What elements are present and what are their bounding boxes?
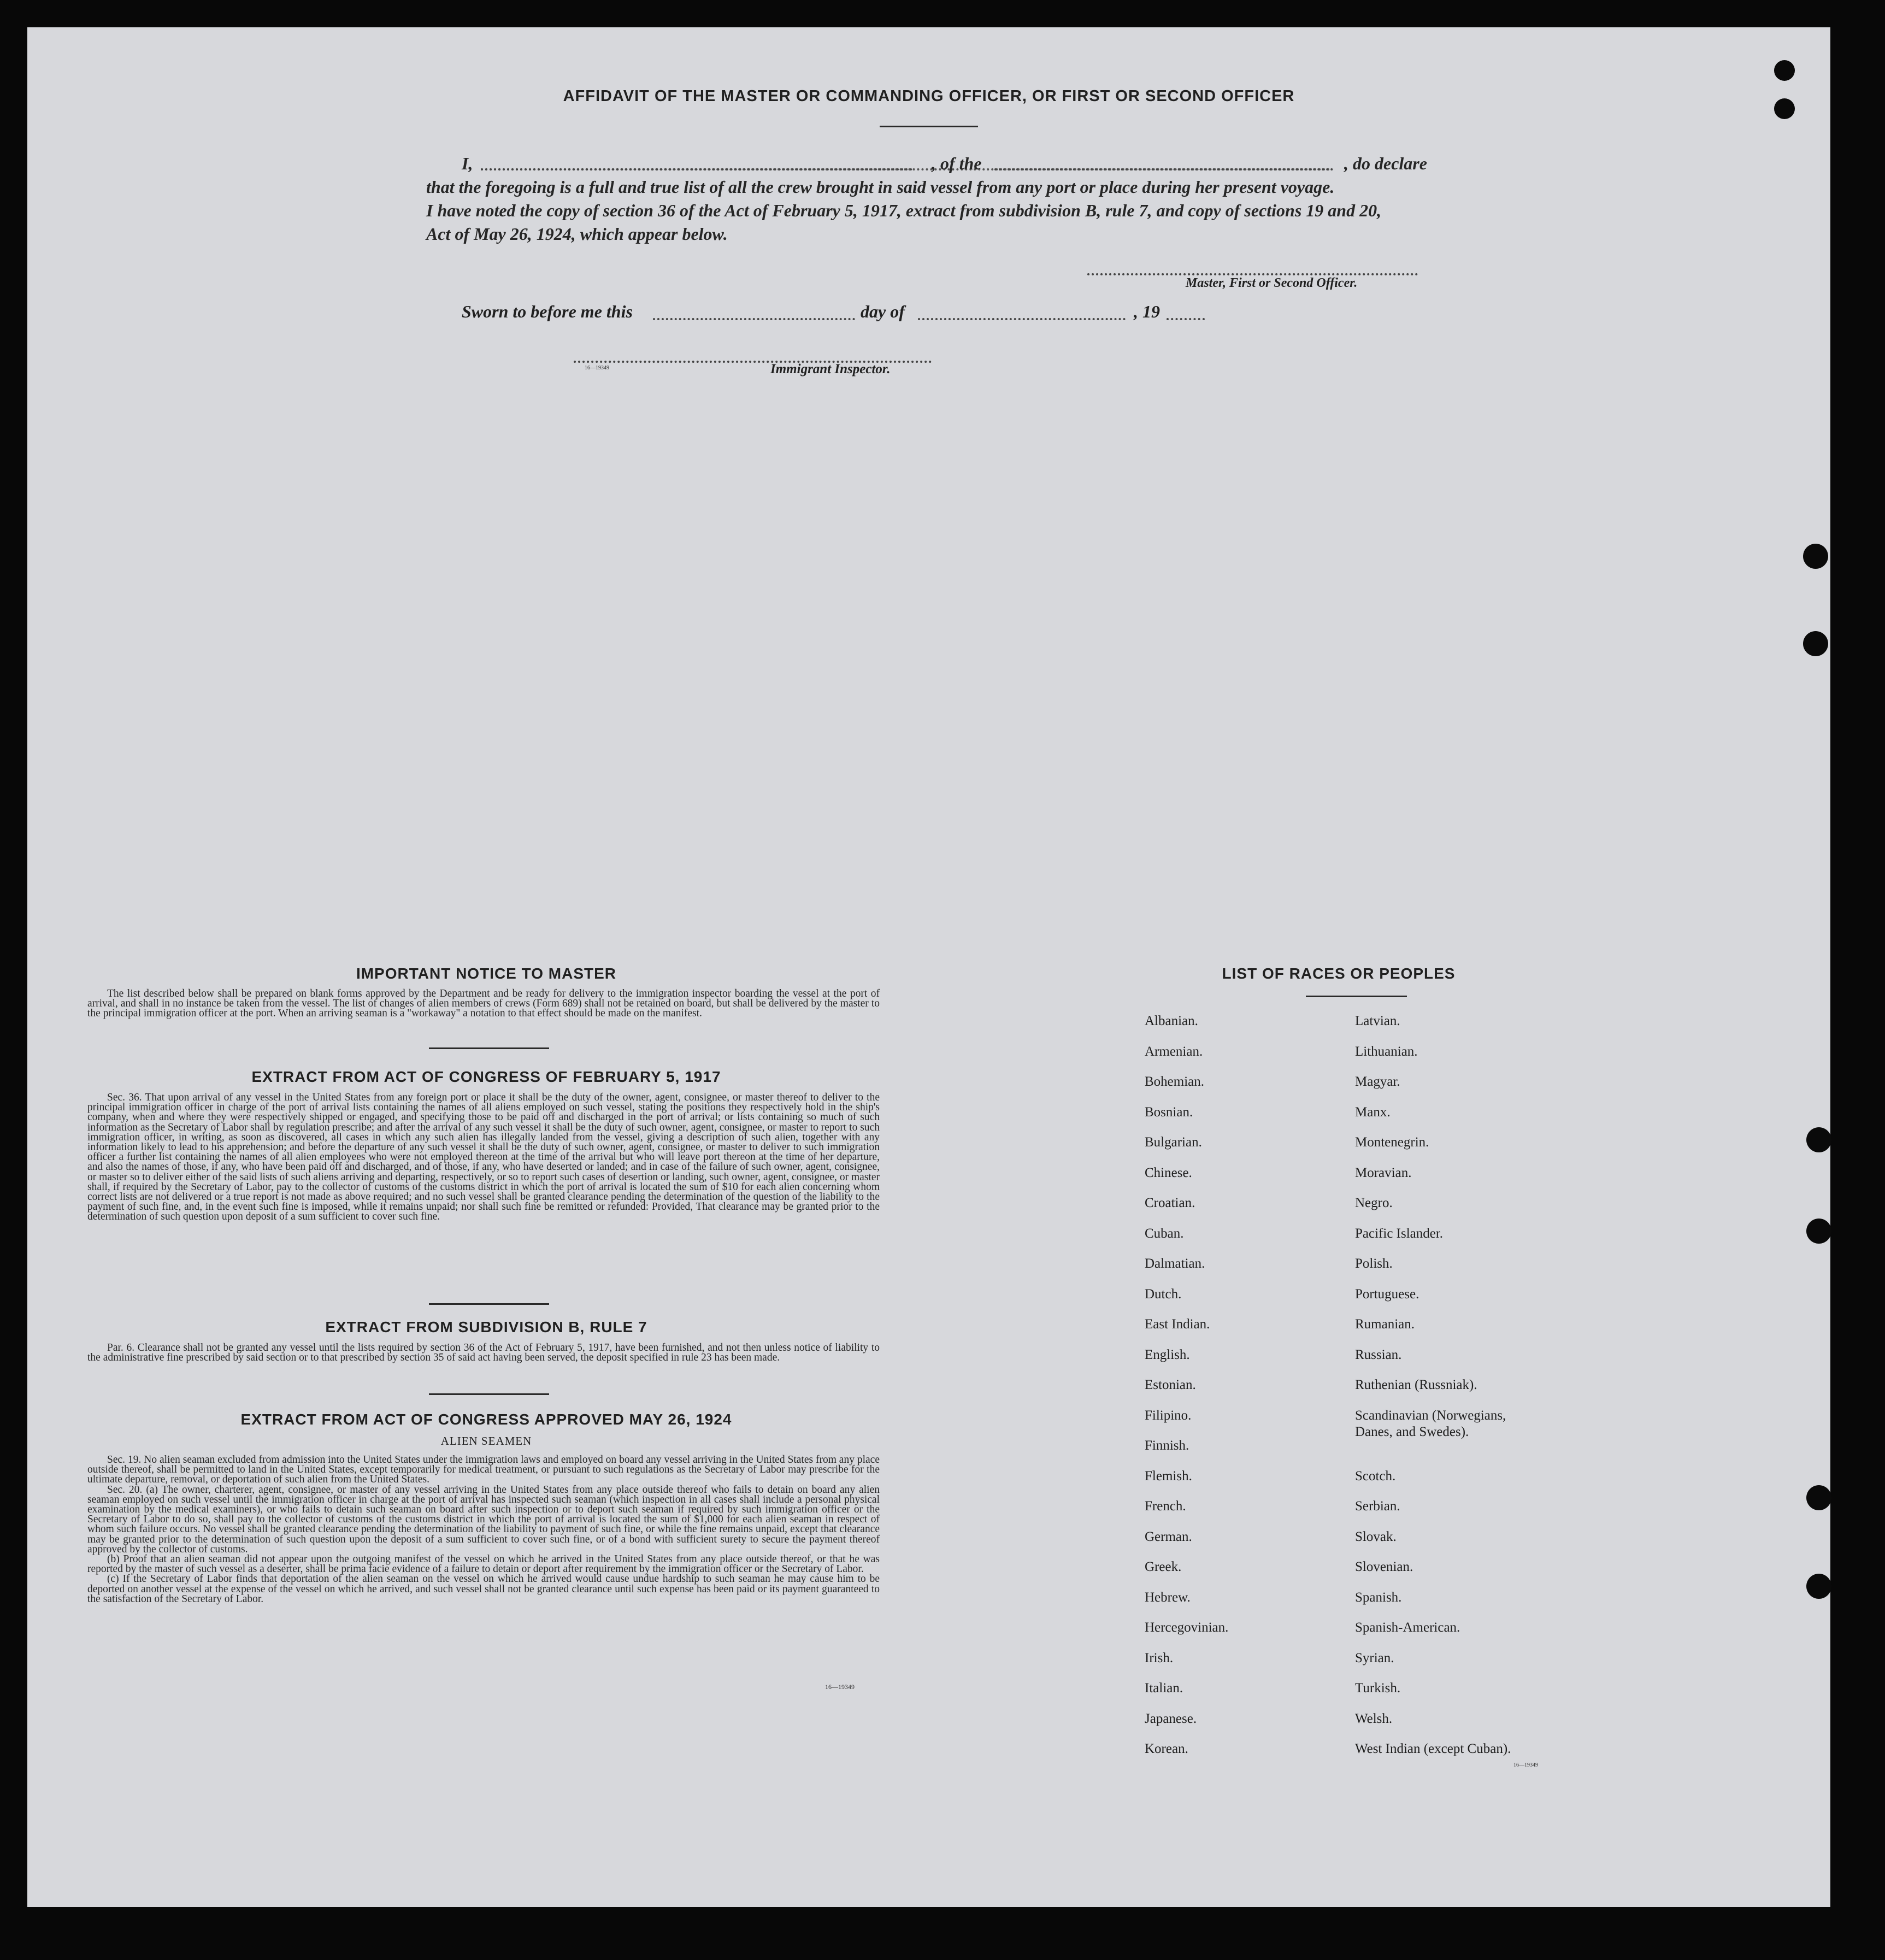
extract-1917-body: Sec. 36. That upon arrival of any vessel in the United States from any foreign port or place it shall be the duty of the owner, agent, consignee, or master thereof to deliver to the principal immigration officer in charge of the port of arrival lists containing the names of all aliens employed on such vessel, stating the positions they respectively hold in the ship's company, when and where they were respectively shipped or engaged, and specifying those to be paid off and discharged in the port of arrival; or lists containing so much of such information as the Secretary of Labor shall by regulation prescribe; and after the arrival of any such vessel it shall be the duty of such owner, agent, consignee, or master to report to such immigration officer, in writing, as soon as discovered, all cases in which any such alien has illegally landed from the vessel, giving a description of such alien, together with any information likely to lead to his apprehension; and before the departure of any such vessel it shall be the duty of such owner, agent, consignee, or master to deliver to such immigration officer a further list containing the names of all alien employees who were not employed thereon at the time of the arrival but who will leave port thereon at the time of her departure, and also the names of those, if any, who have been paid off and discharged, and of those, if any, who have deserted or landed; and in case of the failure of such owner, agent, consignee, or master so to deliver either of the said lists of such aliens arriving and departing, respectively, or so to report such cases of desertion or landing, such owner, agent, consignee, or master shall, if required by the Secretary of Labor, pay to the collector of customs of the customs district in which the port of arrival is located the sum of $10 for each alien concerning whom correct lists are not delivered or a true report is not made as above required; and no such vessel shall be granted clearance pending the determination of the question of the liability to the payment of such fine, and, in the event such fine is imposed, while it remains unpaid; nor shall such fine be remitted or refunded: Provided, That clearance may be granted prior to the determination of such question upon deposit of a sum sufficient to cover such fine. (87, 1092, 880, 1223)
punch-hole (1806, 1219, 1831, 1244)
races-form-number: 16—19349 (1513, 1762, 1538, 1768)
race-right-item: Syrian. (1355, 1650, 1394, 1665)
race-left-item: Estonian. (1145, 1378, 1196, 1392)
extract-rule7-body: Par. 6. Clearance shall not be granted any vessel until the lists required by section 36 of the Act of February 5, 1917, have been furnished, and not then unless notice of liability to the administrative fine prescribed by said section or to that prescribed by section 35 of said act having been served, the deposit specified in rule 23 has been made. (87, 1342, 880, 1364)
race-left-item: Finnish. (1145, 1438, 1189, 1453)
race-left-item: Chinese. (1145, 1165, 1192, 1180)
inspector-label: Immigrant Inspector. (770, 362, 891, 376)
declarant-label: I, (462, 154, 473, 173)
race-right-item: Russian. (1355, 1347, 1402, 1362)
extract-1924-title: EXTRACT FROM ACT OF CONGRESS APPROVED MAY 26, 1924 (240, 1411, 732, 1428)
race-right-item: Latvian. (1355, 1014, 1400, 1028)
race-right-item: Manx. (1355, 1104, 1391, 1120)
races-divider (1306, 996, 1407, 997)
punch-hole (1774, 60, 1795, 81)
of-the-label: , of the (932, 154, 982, 173)
vessel-name-field[interactable] (994, 168, 1333, 170)
race-left-item: Korean. (1145, 1741, 1188, 1756)
race-right-item: Ruthenian (Russniak). (1355, 1378, 1477, 1392)
race-left-item: French. (1145, 1499, 1186, 1514)
section-divider (429, 1393, 549, 1395)
extract-rule7-title: EXTRACT FROM SUBDIVISION B, RULE 7 (325, 1319, 647, 1335)
declarant-name-field-line (481, 168, 912, 170)
race-left-item: Bohemian. (1145, 1074, 1205, 1089)
race-right-item: Negro. (1355, 1196, 1393, 1210)
race-right-item: Scotch. (1355, 1468, 1396, 1484)
race-right-item: Magyar. (1355, 1074, 1400, 1089)
race-right-item: Spanish-American. (1355, 1620, 1460, 1635)
section-divider (429, 1047, 549, 1049)
affidavit-line-3: I have noted the copy of section 36 of the Act of February 5, 1917, extract from subdivision B, rule 7, and copy of sections 19 and 20, (426, 201, 1382, 220)
race-right-item: West Indian (except Cuban). (1355, 1741, 1511, 1756)
race-left-item: Albanian. (1145, 1014, 1198, 1028)
notice-body: The list described below shall be prepared on blank forms approved by the Department and be ready for delivery to the immigration inspector boarding the vessel at the port of arrival, and shall in no instance be taken from the vessel. The list of changes of alien members of crews (Form 689) shall not be retained on board, but shall be delivered by the master to the principal immigration officer at the port. When an arriving seaman is a "workaway" a notation to that effect should be made on the manifest. (87, 988, 880, 1020)
race-right-item: Portuguese. (1355, 1286, 1419, 1302)
race-left-item: Filipino. (1145, 1408, 1192, 1423)
race-left-item: Croatian. (1145, 1196, 1195, 1210)
sworn-day-field[interactable] (653, 318, 855, 320)
race-left-item: Flemish. (1145, 1468, 1192, 1484)
race-left-item: Irish. (1145, 1650, 1174, 1665)
extract-1917-title: EXTRACT FROM ACT OF CONGRESS OF FEBRUARY 5, 1917 (251, 1068, 721, 1085)
sec-19: Sec. 19. No alien seaman excluded from admission into the United States under the immigration laws and employed on board any vessel arriving in the United States from any place outside thereof, shall be permitted to land in the United States, except temporarily for medical treatment, or pursuant to such regulations as the Secretary of Labor may prescribe for the ultimate departure, removal, or deportation of such alien from the United States. (87, 1454, 880, 1486)
sec-20b: (b) Proof that an alien seaman did not appear upon the outgoing manifest of the vessel on which he arrived in the United States from any place outside thereof, or that he was reported by the master of such vessel as a deserter, shall be prima facie evidence of a failure to detain or deport after requirement by the immigration officer or the Secretary of Labor. (87, 1553, 880, 1575)
race-right-item: Lithuanian. (1355, 1044, 1418, 1059)
section-divider (429, 1303, 549, 1305)
race-left-item: Bulgarian. (1145, 1135, 1202, 1150)
punch-hole (1803, 631, 1828, 656)
sworn-year-field[interactable] (1167, 318, 1205, 320)
extract-1924-body (87, 1455, 880, 1604)
race-left-item: Cuban. (1145, 1226, 1184, 1241)
sworn-label: Sworn to before me this (462, 302, 633, 321)
race-left-item: Armenian. (1145, 1044, 1203, 1059)
extract-1924-subtitle: ALIEN SEAMEN (440, 1434, 532, 1447)
sec-20c: (c) If the Secretary of Labor finds that deportation of the alien seaman on the vessel on which he arrived would cause undue hardship to such seaman he may cause him to be deported on another vessel at the expense of the vessel on which he arrived, and such vessel shall not be granted clearance until such expense has been paid or its payment guaranteed to the satisfaction of the Secretary of Labor. (87, 1573, 880, 1605)
sworn-month-field[interactable] (918, 318, 1126, 320)
race-right-item: Spanish. (1355, 1590, 1402, 1605)
signature-line[interactable] (1087, 273, 1418, 275)
affidavit-line-4: Act of May 26, 1924, which appear below. (426, 224, 728, 244)
affidavit-form-number: 16—19349 (585, 365, 609, 371)
race-right-item: Danes, and Swedes). (1355, 1425, 1469, 1440)
race-left-item: Greek. (1145, 1559, 1182, 1574)
signature-label: Master, First or Second Officer. (1186, 276, 1358, 290)
race-right-item: Slovenian. (1355, 1559, 1413, 1574)
race-left-item: Bosnian. (1145, 1104, 1193, 1120)
affidavit-title: AFFIDAVIT OF THE MASTER OR COMMANDING OFFICER, OR FIRST OR SECOND OFFICER (563, 87, 1295, 105)
race-right-item: Polish. (1355, 1256, 1393, 1271)
sec-20a: Sec. 20. (a) The owner, charterer, agent, consignee, or master of any vessel arriving in the United States from any place outside thereof who fails to detain on board any alien seaman employed on such vessel until the immigration officer in charge at the port of arrival has inspected such seaman (which inspection in all cases shall include a personal physical examination by the medical examiners), or who fails to detain such seaman on board after such inspection or to deport such seaman if required by such immigration officer or the Secretary of Labor to do so, shall pay to the collector of customs of the customs district in which the port of arrival is located the sum of $1,000 for each alien seaman in respect of whom such failure occurs. No vessel shall be granted clearance pending the determination of the liability to payment of such fine, or while the fine remains unpaid, except that clearance may be granted prior to the determination of such question upon the deposit of a sum sufficient to cover such fine, or of a bond with sufficient surety to secure the payment thereof approved by the collector of customs. (87, 1484, 880, 1555)
year-label: , 19 (1134, 302, 1160, 321)
punch-hole (1774, 98, 1795, 119)
race-left-item: Italian. (1145, 1681, 1183, 1696)
sworn-line (462, 302, 1227, 326)
race-right-item: Slovak. (1355, 1529, 1397, 1544)
race-left-item: Japanese. (1145, 1711, 1197, 1726)
race-right-item: Turkish. (1355, 1681, 1401, 1696)
punch-hole (1806, 1485, 1831, 1510)
punch-hole (1803, 544, 1828, 569)
races-title: LIST OF RACES OR PEOPLES (1222, 965, 1456, 982)
affidavit-line-2: that the foregoing is a full and true list of all the crew brought in said vessel from any port or place during her present voyage. (426, 177, 1335, 197)
affidavit-text (426, 152, 1442, 246)
do-declare-label: , do declare (1344, 154, 1427, 173)
race-right-item: Serbian. (1355, 1499, 1400, 1514)
race-left-item: English. (1145, 1347, 1190, 1362)
race-left-item: East Indian. (1145, 1317, 1210, 1332)
race-right-item: Welsh. (1355, 1711, 1393, 1726)
race-right-item: Scandinavian (Norwegians, (1355, 1408, 1506, 1423)
race-right-item: Rumanian. (1355, 1317, 1415, 1332)
race-left-item: Hercegovinian. (1145, 1620, 1229, 1635)
extract-form-number: 16—19349 (825, 1683, 855, 1691)
title-divider (880, 126, 978, 127)
punch-hole (1806, 1574, 1831, 1599)
race-right-item: Pacific Islander. (1355, 1226, 1444, 1241)
day-of-label: day of (861, 302, 905, 321)
punch-hole (1806, 1127, 1831, 1152)
race-right-item: Moravian. (1355, 1165, 1412, 1180)
race-left-item: Hebrew. (1145, 1590, 1191, 1605)
race-left-item: Dalmatian. (1145, 1256, 1205, 1271)
race-right-item: Montenegrin. (1355, 1135, 1429, 1150)
race-left-item: German. (1145, 1529, 1192, 1544)
race-left-item: Dutch. (1145, 1286, 1182, 1302)
notice-title: IMPORTANT NOTICE TO MASTER (356, 965, 617, 982)
